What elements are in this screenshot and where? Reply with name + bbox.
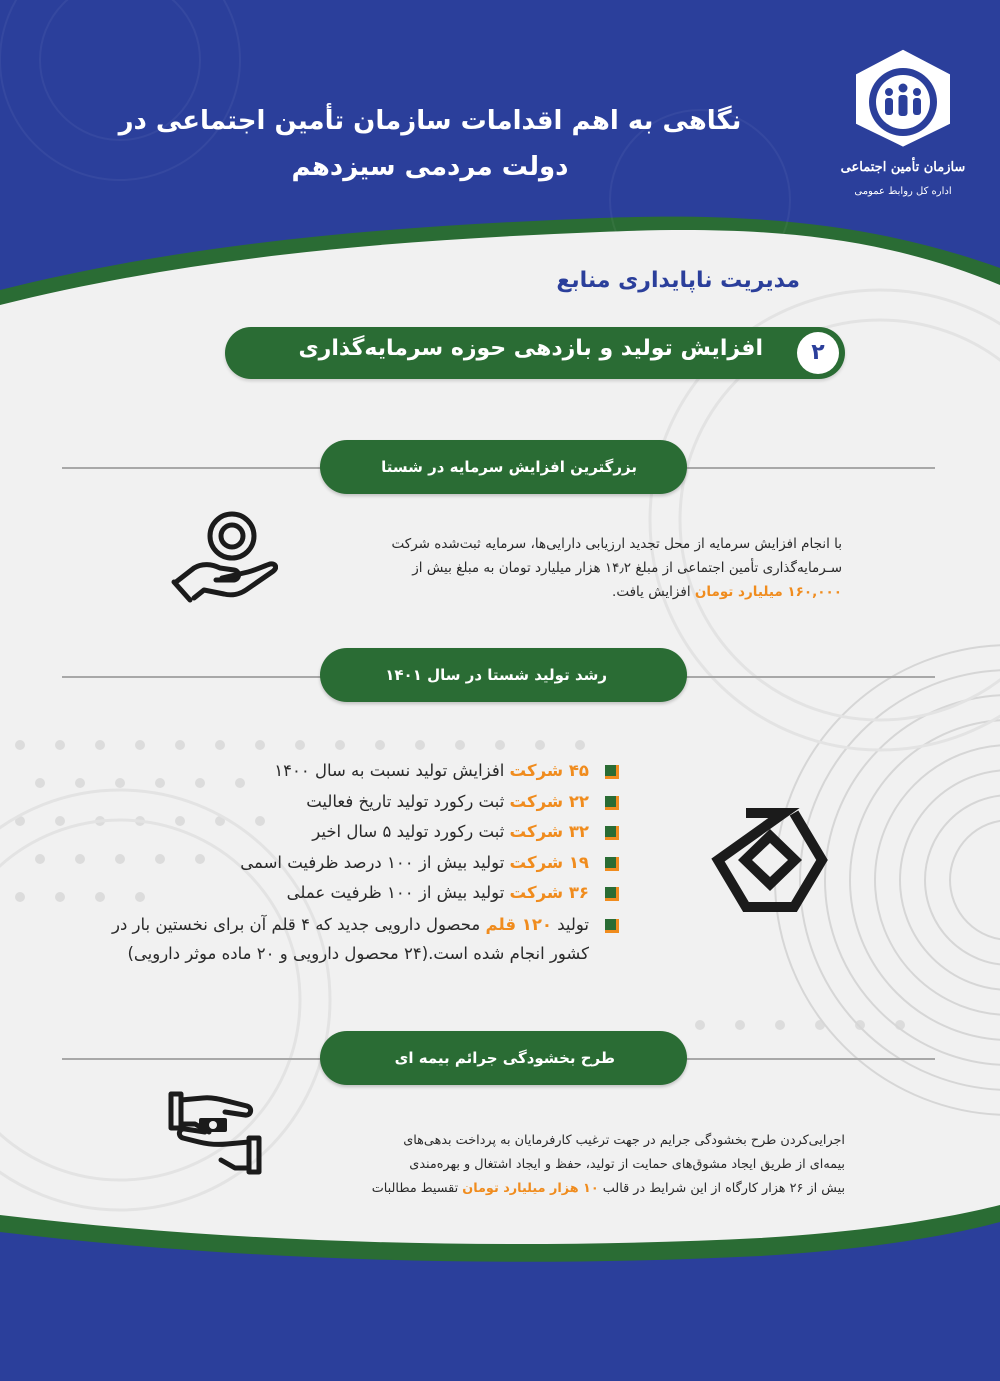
block1-line3-rest: افزایش یافت. (612, 584, 695, 600)
page-title-line2: دولت مردمی سیزدهم (291, 152, 569, 182)
organization-logo (838, 48, 968, 218)
block3-highlight-amount: ۱۰ هزار میلیارد تومان (462, 1181, 599, 1196)
logo-subtitle: اداره کل روابط عمومی (854, 186, 952, 197)
list-item (70, 787, 625, 818)
list-item-text: تولید بیش از ۱۰۰ ظرفیت عملی (286, 883, 510, 902)
list-item-text: افزایش تولید نسبت به سال ۱۴۰۰ (274, 761, 510, 780)
section-title: مدیریت ناپایداری منابع (556, 268, 800, 293)
list-item (70, 756, 625, 787)
list-item-highlight: ۴۵ شرکت (509, 761, 589, 780)
block3-line3-pre: بیش از ۲۶ هزار کارگاه از این شرایط در قالب (598, 1181, 845, 1196)
block1-heading: بزرگترین افزایش سرمایه در شستا (381, 458, 637, 476)
block1-line2: سـرمایه‌گذاری تأمین اجتماعی از مبلغ ۱۴٫۲ هزار میلیارد تومان به مبلغ بیش از (412, 560, 842, 576)
hand-coin-icon (168, 508, 278, 608)
block1-highlight-amount: ۱۶۰,۰۰۰ میلیارد تومان (694, 584, 842, 600)
logo-name: سازمان تأمین اجتماعی (840, 160, 966, 175)
bullet-square-icon (605, 826, 619, 840)
list-item-highlight: ۲۲ شرکت (509, 791, 589, 811)
page-title-line1: نگاهی به اهم اقدامات سازمان تأمین اجتماعی در (118, 106, 742, 136)
list-item (70, 848, 625, 879)
block1-paragraph (330, 532, 842, 604)
block2-heading: رشد تولید شستا در سال ۱۴۰۱ (385, 666, 607, 684)
list-item-highlight: ۳۲ شرکت (509, 822, 589, 841)
list-item-highlight: ۱۲۰ قلم (485, 914, 552, 934)
block3-heading: طرح بخشودگی جرائم بیمه ای (394, 1049, 615, 1067)
list-item-text: تولید (551, 914, 589, 934)
block3-line2: بیمه‌ای از طریق ایجاد مشوق‌های حمایت از تولید، حفظ و ایجاد اشتغال و بهره‌مندی (409, 1157, 845, 1172)
main-topic-label: افزایش تولید و بازدهی حوزه سرمایه‌گذاری (298, 336, 763, 361)
list-item (70, 910, 625, 968)
block2-heading-pill (320, 648, 687, 702)
logo-emblem-icon (838, 48, 968, 158)
bullet-square-icon (605, 887, 619, 901)
bullet-square-icon (605, 796, 619, 810)
list-item-text: محصول دارویی جدید که ۴ قلم آن برای نخستین بار در (111, 914, 486, 934)
list-item-text: ثبت رکورد تولید تاریخ فعالیت (306, 791, 510, 811)
block1-line3 (330, 580, 842, 604)
block3-heading-pill (320, 1031, 687, 1085)
topic-number-badge: ۲ (797, 332, 839, 374)
block3-paragraph (330, 1129, 845, 1201)
block3-line3 (330, 1177, 845, 1201)
list-item-highlight: ۳۶ شرکت (509, 883, 589, 902)
list-item-text: کشور انجام شده است.(۲۴ محصول دارویی و ۲۰ ماده موثر دارویی) (127, 943, 589, 963)
list-item-text: تولید بیش از ۱۰۰ درصد ظرفیت اسمی (240, 852, 510, 872)
block3-line3-rest: تقسیط مطالبات (371, 1181, 463, 1196)
list-item-text: ثبت رکورد تولید ۵ سال اخیر (312, 822, 510, 841)
hands-money-icon (165, 1088, 265, 1178)
list-item (70, 817, 625, 848)
block2-list (70, 756, 625, 968)
block1-heading-pill (320, 440, 687, 494)
list-item-highlight: ۱۹ شرکت (509, 852, 589, 872)
main-topic-banner (225, 327, 845, 379)
block3-line1: اجرایی‌کردن طرح بخشودگی جرایم در جهت ترغیب کارفرمایان به پرداخت بدهی‌های (403, 1133, 845, 1148)
diamond-logo-icon (710, 805, 830, 915)
page-title (80, 98, 780, 190)
block1-line1: با انجام افزایش سرمایه از محل تجدید ارزیابی دارایی‌ها، سرمایه ثبت‌شده شرکت (391, 536, 842, 552)
bullet-square-icon (605, 857, 619, 871)
list-item (70, 878, 625, 909)
bullet-square-icon (605, 765, 619, 779)
bullet-square-icon (605, 919, 619, 933)
